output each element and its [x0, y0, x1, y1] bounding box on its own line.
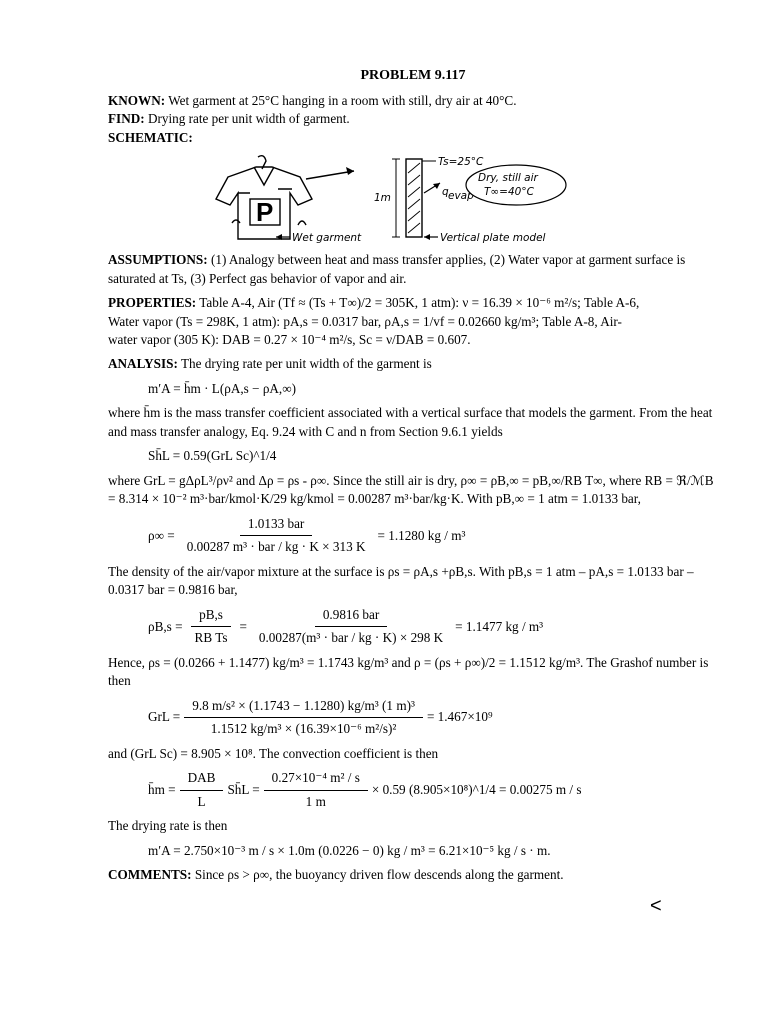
shirt-letter: P: [256, 197, 274, 228]
vertical-plate-icon: [406, 159, 422, 237]
equation-grashof: [148, 697, 718, 739]
air-bubble-icon: [466, 165, 566, 205]
analysis-text-5: Hence, ρs = (0.0266 + 1.1477) kg/m³ = 1.1743 kg/m³ and ρ = (ρs + ρ∞)/2 = 1.1512 kg/m³. The Grashof number is then: [108, 654, 709, 689]
problem-title: PROBLEM 9.117: [360, 68, 466, 83]
analysis-text-4: The density of the air/vapor mixture at the surface is ρs = ρA,s +ρB,s. With pB,s = 1 atm – pA,s = 1.0133 bar – 0.0317 bar = 0.9816 bar,: [108, 563, 694, 598]
eq3-rhs: = 1.1280 kg / m³: [377, 527, 466, 543]
analysis-block: [108, 355, 718, 860]
eq3-lhs: ρ∞ =: [148, 527, 175, 543]
eq6-lhs: h̄m =: [148, 781, 176, 797]
eq5-denominator: 1.1512 kg/m³ × (16.39×10⁻⁶ m²/s)²: [210, 721, 397, 737]
answer-marker: <: [650, 895, 662, 917]
eq4-denominator-2: 0.00287(m³ · bar / kg · K) × 298 K: [258, 630, 444, 646]
arrow-to-plate-icon: [306, 171, 354, 179]
plate-model-label: Vertical plate model: [440, 232, 546, 245]
eq4-numerator-2: 0.9816 bar: [315, 606, 387, 627]
eq6-numerator-1: DAB: [180, 769, 224, 790]
eq4-rhs: = 1.1477 kg / m³: [455, 618, 544, 634]
eq6-denominator-2: 1 m: [305, 793, 326, 809]
analysis-intro: The drying rate per unit width of the garment is: [180, 356, 432, 372]
document-page: [108, 66, 718, 885]
wet-garment-label: Wet garment: [292, 232, 362, 245]
analysis-label: ANALYSIS:: [108, 356, 178, 372]
equation-hm: [148, 769, 718, 811]
analysis-text-3: where GrL = gΔρL³/ρν² and Δρ = ρs - ρ∞. Since the still air is dry, ρ∞ = ρB,∞ = pB,∞/RB T∞, where RB = ℜ/ℳB = 8.314 × 10⁻² m³·bar/kmol·K/29 kg/kmol = 0.00287 m³·bar/kg·K. With pB,∞ = 1 atm = 1.0133 bar,: [108, 472, 714, 507]
air-label-2: T∞=40°C: [484, 186, 534, 199]
properties-line-2: Water vapor (Ts = 298K, 1 atm): pA,s = 0.0317 bar, ρA,s = 1/vf = 0.02660 kg/m³; Table A-8, Air-: [108, 313, 622, 329]
schematic-figure: [108, 153, 718, 245]
eq6-denominator-1: L: [197, 793, 206, 809]
comments-block: [108, 866, 718, 884]
height-label: 1m: [374, 192, 391, 205]
find-line: [108, 110, 718, 128]
schematic-drawing: [108, 153, 718, 245]
find-text: Drying rate per unit width of garment.: [147, 111, 350, 127]
eq4-lhs: ρB,s =: [148, 618, 183, 634]
known-text: Wet garment at 25°C hanging in a room with still, dry air at 40°C.: [168, 92, 517, 108]
equation-result: m′A = 2.750×10⁻³ m / s × 1.0m (0.0226 − 0) kg / m³ = 6.21×10⁻⁵ kg / s · m.: [148, 842, 551, 858]
comments-text: Since ρs > ρ∞, the buoyancy driven flow descends along the garment.: [194, 867, 564, 883]
qevap-sub: evap: [448, 190, 474, 203]
eq4-numerator-1: pB,s: [191, 606, 231, 627]
eq6-numerator-2: 0.27×10⁻⁴ m² / s: [264, 769, 368, 790]
analysis-text-2: where h̄m is the mass transfer coefficient associated with a vertical surface that models the garment. From the heat and mass transfer analogy, Eq. 9.24 with C and n from Section 9.6.1 yields: [108, 405, 713, 439]
air-label-1: Dry, still air: [478, 172, 538, 185]
equation-drying-rate: m′A = h̄m · L(ρA,s − ρA,∞): [148, 380, 297, 396]
assumptions-label: ASSUMPTIONS:: [108, 252, 208, 268]
eq6-mid: Sh̄L =: [227, 781, 260, 797]
qevap-label: q: [442, 186, 449, 199]
properties-block: [108, 294, 718, 349]
eq6-rhs: × 0.59 (8.905×10⁸)^1/4 = 0.00275 m / s: [371, 781, 582, 797]
analysis-text-7: The drying rate is then: [108, 818, 228, 834]
assumptions-text: (1) Analogy between heat and mass transfer applies, (2) Water vapor at garment surface is saturated at Ts, (3) Perfect gas behavior of vapor and air.: [108, 252, 686, 286]
ts-label: Ts=25°C: [438, 156, 484, 169]
find-label: FIND:: [108, 111, 145, 127]
known-line: [108, 92, 718, 110]
equation-rho-bs: ρB,s = $\frac{pB,s}{\text{RB Ts}}$ = $\frac{\text{0.9816 bar}}{\text{0.00287(m³ · bar / kg · K) × 298 K}}$ = 1.1477 kg / m³: [148, 606, 718, 648]
properties-label: PROPERTIES:: [108, 295, 197, 311]
eq3-numerator: 1.0133 bar: [240, 515, 312, 536]
eq5-numerator: 9.8 m/s² × (1.1743 − 1.1280) kg/m³ (1 m)³: [184, 697, 423, 718]
equation-rho-inf: [148, 515, 718, 557]
eq5-lhs: GrL =: [148, 709, 181, 725]
comments-label: COMMENTS:: [108, 867, 192, 883]
schematic-label: SCHEMATIC:: [108, 129, 193, 145]
properties-line-3: water vapor (305 K): DAB = 0.27 × 10⁻⁴ m²/s, Sc = ν/DAB = 0.607.: [108, 331, 471, 347]
eq4-denominator-1: RB Ts: [194, 630, 228, 646]
properties-line-1: Table A-4, Air (Tf ≈ (Ts + T∞)/2 = 305K, 1 atm): ν = 16.39 × 10⁻⁶ m²/s; Table A-6,: [199, 295, 640, 311]
eq5-rhs: = 1.467×10⁹: [426, 709, 493, 725]
analysis-text-6: and (GrL Sc) = 8.905 × 10⁸. The convection coefficient is then: [108, 745, 439, 761]
equation-sherwood: Sh̄L = 0.59(GrL Sc)^1/4: [148, 448, 277, 464]
assumptions-block: [108, 251, 718, 288]
eq3-denominator: 0.00287 m³ · bar / kg · K × 313 K: [186, 539, 366, 555]
known-label: KNOWN:: [108, 92, 166, 108]
